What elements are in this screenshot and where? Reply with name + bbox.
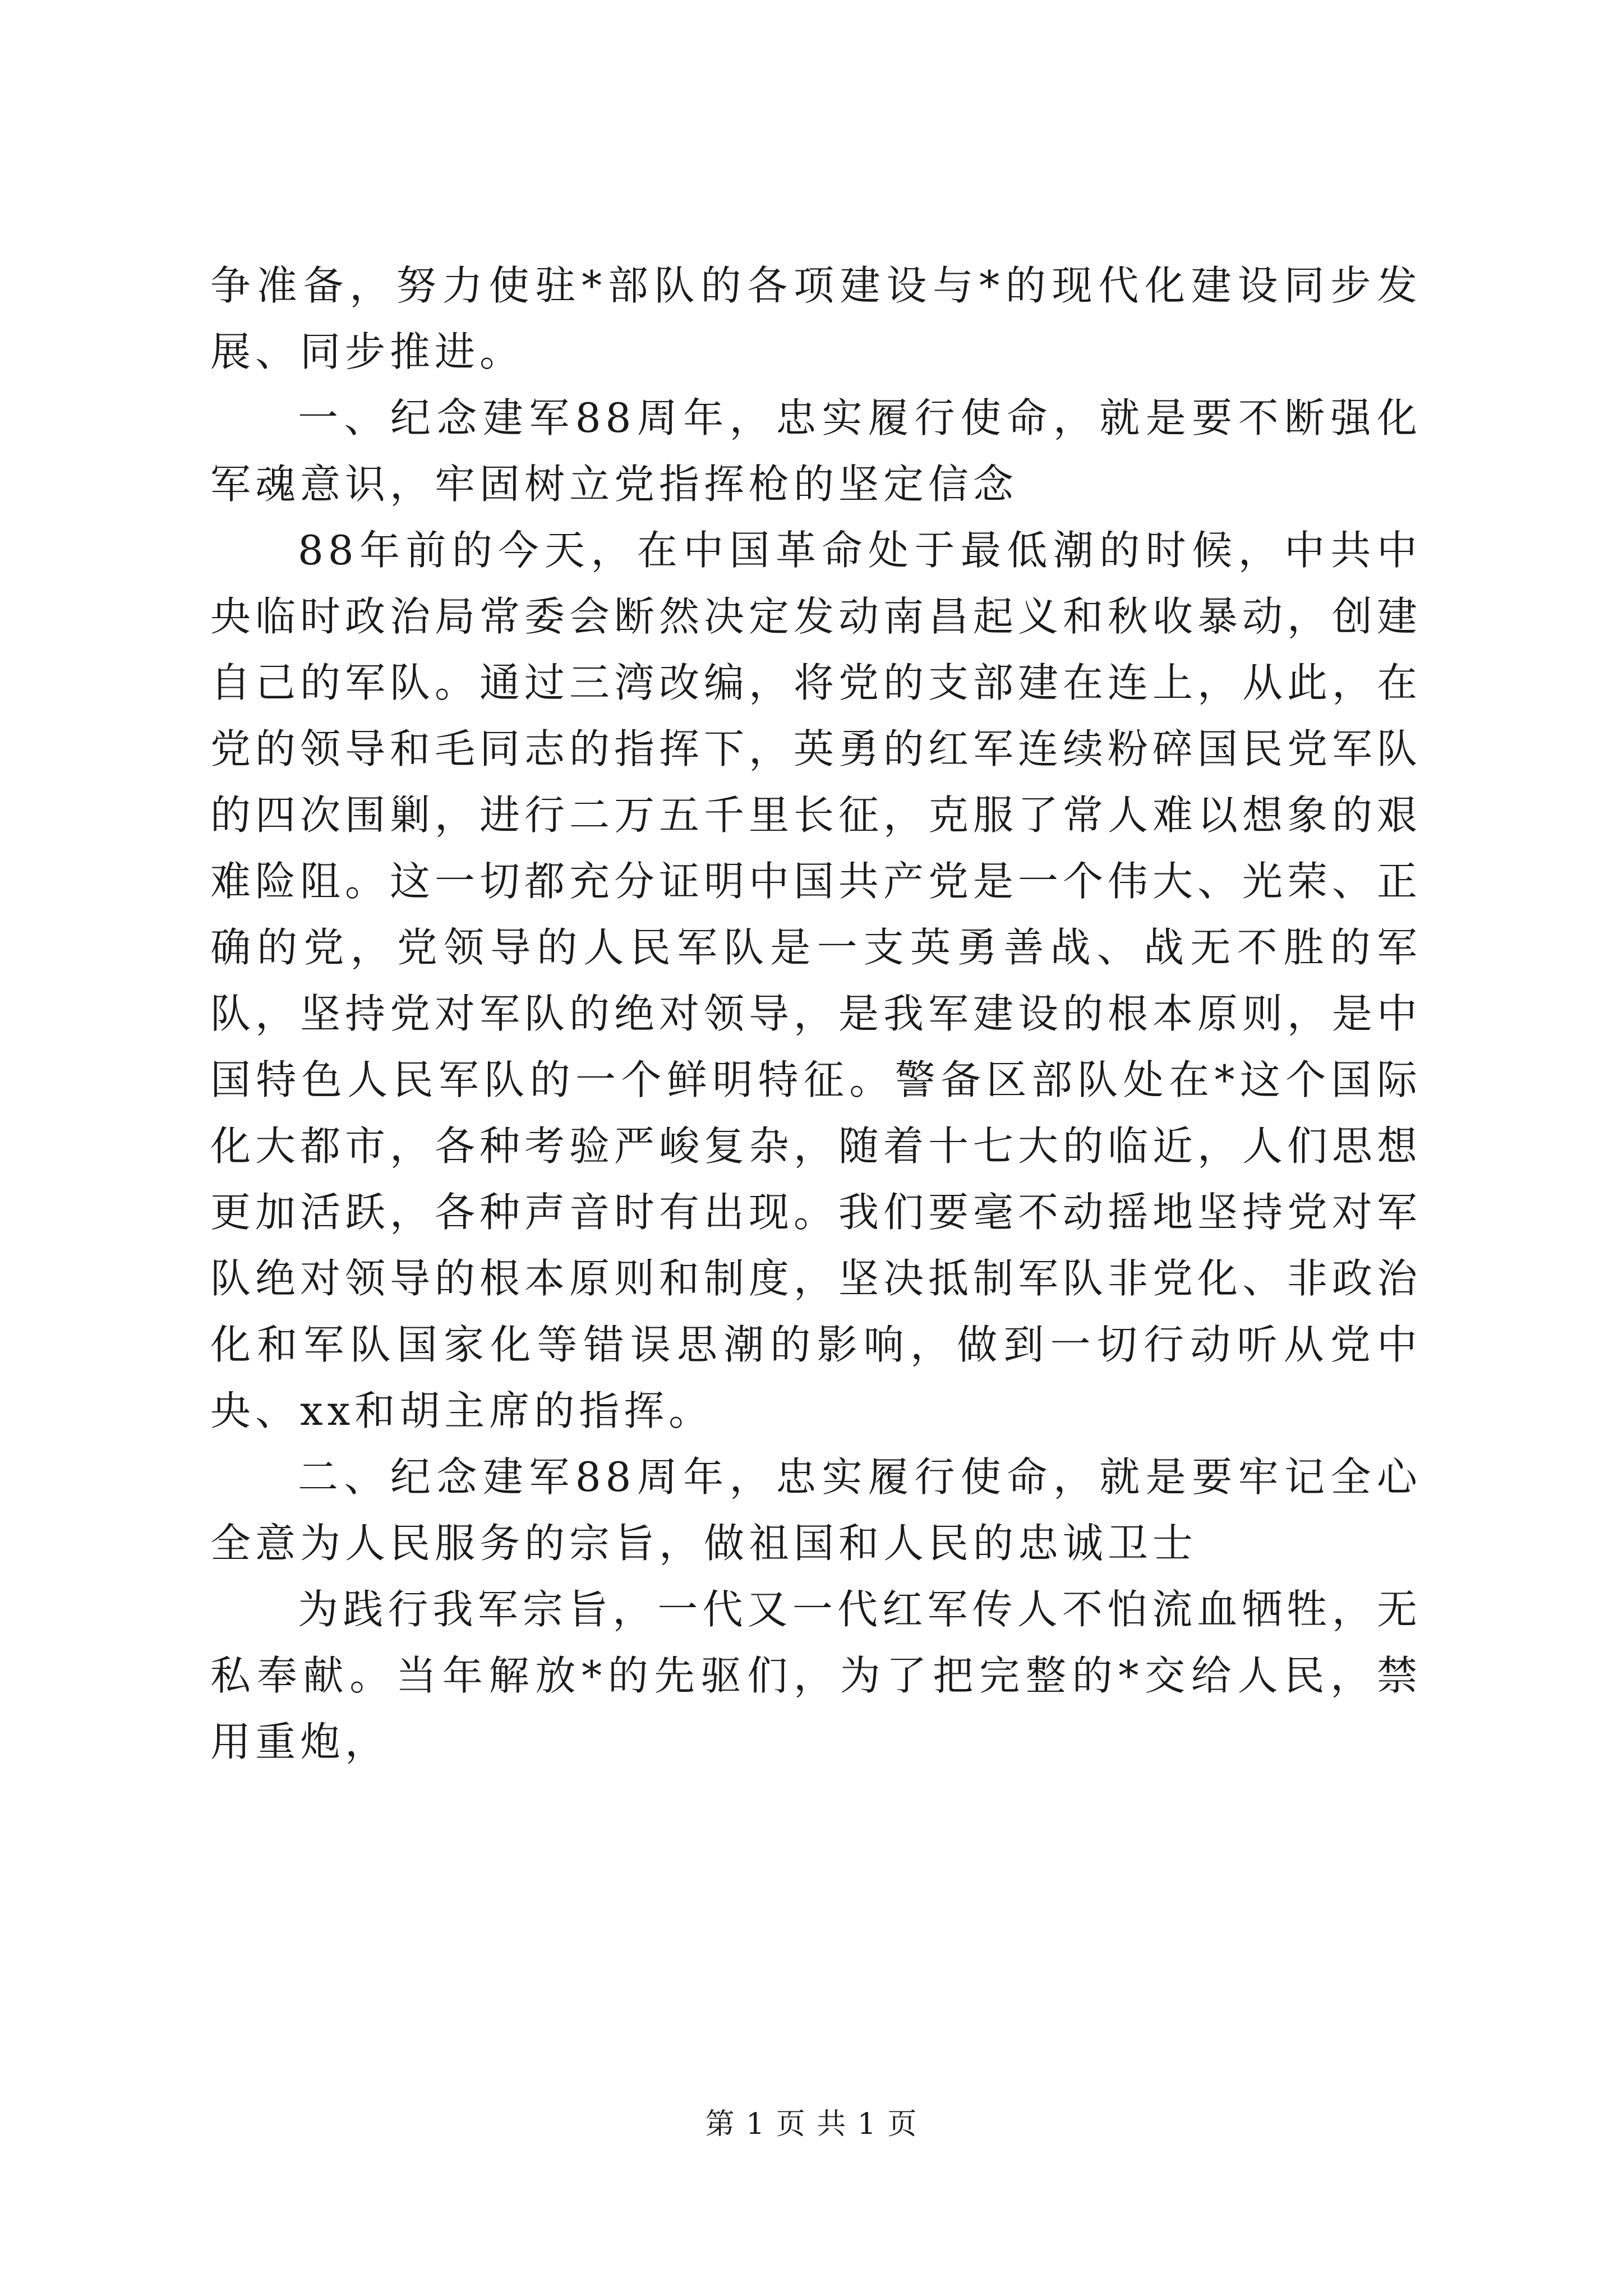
section-heading-1: 一、纪念建军88周年，忠实履行使命，就是要不断强化军魂意识，牢固树立党指挥枪的坚定信念 <box>210 394 1422 508</box>
section-heading-2: 二、纪念建军88周年，忠实履行使命，就是要牢记全心全意为人民服务的宗旨，做祖国和人民的忠诚卫士 <box>210 1453 1422 1567</box>
page-footer: 第 1 页 共 1 页 <box>705 2108 918 2141</box>
paragraph-continuation: 争准备，努力使驻*部队的各项建设与*的现代化建设同步发展、同步推进。 <box>210 262 1422 375</box>
document-body <box>210 252 1422 1775</box>
paragraph-sacrifice: 为践行我军宗旨，一代又一代红军传人不怕流血牺牲，无私奉献。当年解放*的先驱们，为了把完整的*交给人民，禁用重炮， <box>210 1586 1422 1765</box>
paragraph-history: 88年前的今天，在中国革命处于最低潮的时候，中共中央临时政治局常委会断然决定发动南昌起义和秋收暴动，创建自己的军队。通过三湾改编，将党的支部建在连上，从此，在党的领导和毛同志的指挥下，英勇的红军连续粉碎国民党军队的四次围剿，进行二万五千里长征，克服了常人难以想象的艰难险阻。这一切都充分证明中国共产党是一个伟大、光荣、正确的党，党领导的人民军队是一支英勇善战、战无不胜的军队，坚持党对军队的绝对领导，是我军建设的根本原则，是中国特色人民军队的一个鲜明特征。警备区部队处在*这个国际化大都市，各种考验严峻复杂，随着十七大的临近，人们思想更加活跃，各种声音时有出现。我们要毫不动摇地坚持党对军队绝对领导的根本原则和制度，坚决抵制军队非党化、非政治化和军队国家化等错误思潮的影响，做到一切行动听从党中央、xx和胡主席的指挥。 <box>210 527 1422 1434</box>
